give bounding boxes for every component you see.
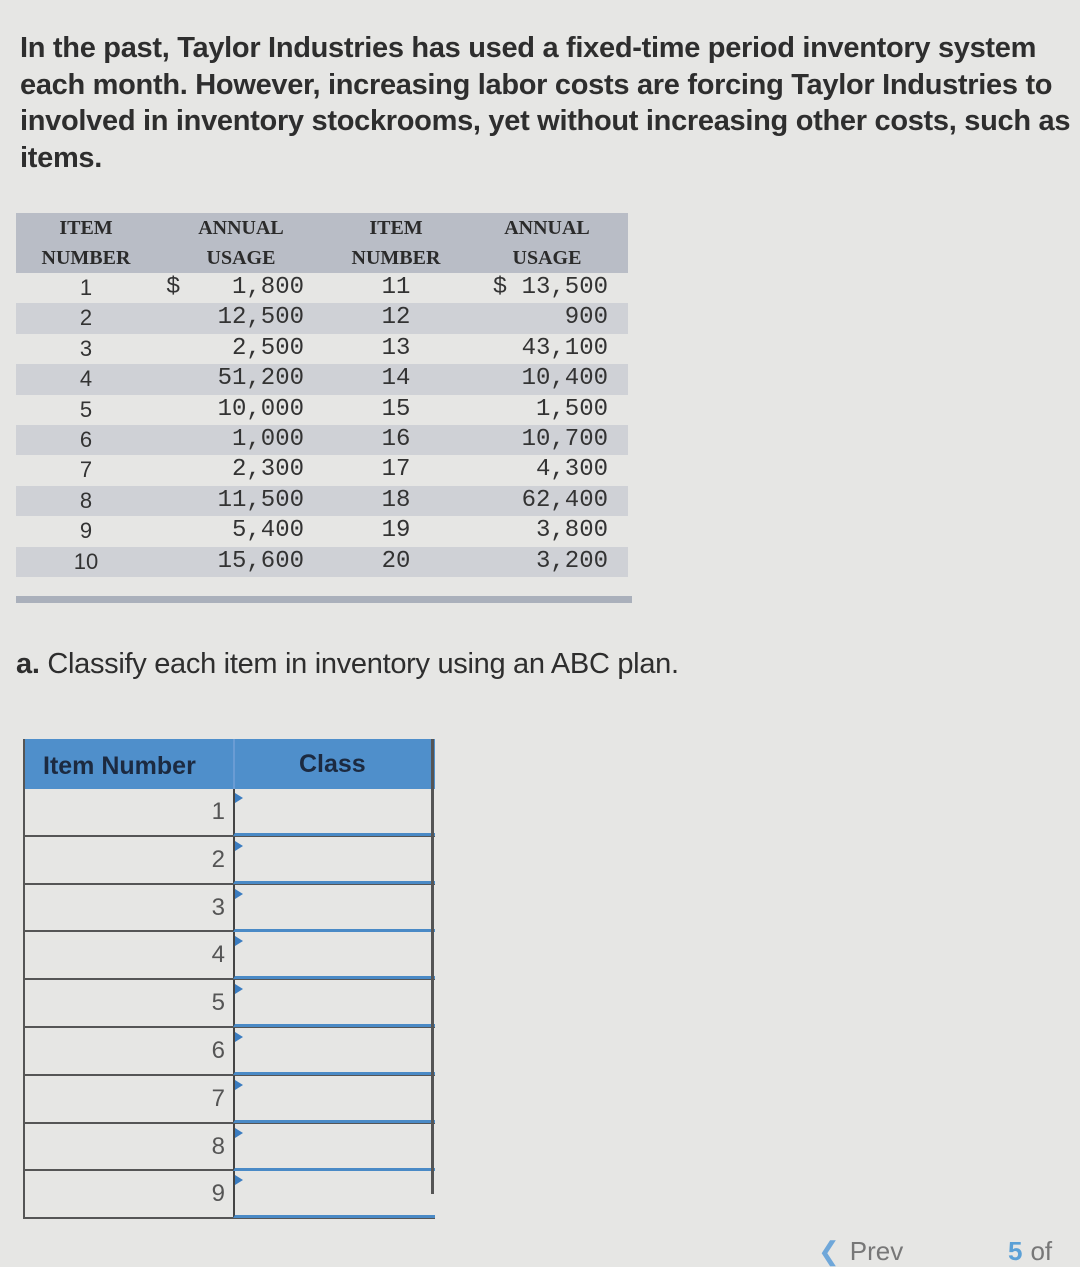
table-row — [16, 455, 628, 485]
item-number-cell: 17 — [381, 456, 411, 484]
page-indicator — [1008, 1236, 1052, 1267]
item-number-cell: 7 — [79, 457, 93, 483]
abc-classification-table — [23, 739, 435, 1219]
item-number-cell: 2 — [211, 845, 225, 873]
header-class: Class — [299, 750, 366, 778]
item-number-cell: 20 — [381, 547, 411, 575]
class-dropdown[interactable] — [233, 1076, 435, 1123]
header-text: USAGE — [206, 247, 276, 269]
class-input[interactable] — [235, 1124, 439, 1170]
header-text: ITEM — [59, 217, 113, 239]
item-number-cell: 6 — [211, 1036, 225, 1064]
item-number-cell: 2 — [79, 305, 93, 331]
annual-usage-cell: 4,300 — [535, 456, 608, 484]
header-item-number-2 — [336, 213, 456, 273]
annual-usage-cell: 10,700 — [521, 425, 608, 453]
annual-usage-cell: 10,400 — [521, 365, 608, 393]
class-input[interactable] — [235, 885, 439, 931]
prev-label: Prev — [849, 1236, 904, 1266]
class-input[interactable] — [235, 789, 439, 835]
item-number-cell: 13 — [381, 334, 411, 362]
header-item-number — [16, 213, 156, 273]
table-row — [16, 425, 628, 455]
intro-line: involved in inventory stockrooms, yet without increasing other costs, such as — [20, 105, 1071, 137]
question-text: Classify each item in inventory using an ABC plan. — [47, 648, 679, 680]
header-text: NUMBER — [41, 247, 131, 269]
header-text: NUMBER — [351, 247, 441, 269]
item-number-cell: 3 — [79, 335, 93, 361]
item-number-cell: 15 — [381, 395, 411, 423]
intro-line: In the past, Taylor Industries has used a fixed-time period inventory system — [20, 32, 1037, 64]
table-row — [16, 516, 628, 546]
class-dropdown[interactable] — [233, 885, 435, 932]
annual-usage-cell: $ 13,500 — [492, 274, 608, 301]
annual-usage-cell: 10,000 — [217, 395, 304, 423]
item-number-cell: 4 — [211, 941, 225, 969]
class-dropdown[interactable] — [233, 1124, 435, 1171]
item-number-cell: 5 — [211, 989, 225, 1017]
table-row — [16, 334, 628, 364]
item-number-cell: 19 — [381, 517, 411, 545]
item-number-cell: 1 — [211, 798, 225, 825]
table-row — [25, 1028, 435, 1076]
annual-usage-cell: 1,800 — [231, 274, 304, 301]
table-bottom-rule — [16, 596, 632, 603]
item-number-cell: 14 — [381, 365, 411, 393]
table-row — [16, 273, 628, 303]
annual-usage-cell: 15,600 — [217, 547, 304, 575]
item-number-cell: 1 — [79, 275, 93, 300]
table-row — [25, 885, 435, 933]
item-number-cell: 18 — [381, 486, 411, 514]
item-number-cell: 5 — [79, 396, 93, 422]
annual-usage-cell: 1,500 — [535, 395, 608, 423]
table-row — [16, 395, 628, 425]
table-row — [25, 1124, 435, 1172]
annual-usage-table-header — [16, 213, 628, 273]
annual-usage-cell: 2,500 — [231, 334, 304, 362]
abc-table-right-border — [431, 739, 434, 1194]
table-row — [25, 789, 435, 837]
chevron-left-icon: ❮ — [818, 1236, 840, 1266]
class-input[interactable] — [235, 932, 439, 978]
item-number-cell: 9 — [211, 1180, 225, 1208]
class-input[interactable] — [235, 837, 439, 883]
table-row — [16, 486, 628, 516]
class-dropdown[interactable] — [233, 1028, 435, 1075]
item-number-cell: 3 — [211, 893, 225, 921]
class-input[interactable] — [235, 1028, 439, 1074]
header-text: USAGE — [512, 247, 582, 269]
class-input[interactable] — [235, 1076, 439, 1122]
annual-usage-cell: 5,400 — [231, 517, 304, 545]
annual-usage-cell: 2,300 — [231, 456, 304, 484]
table-row — [25, 1171, 435, 1219]
header-annual-usage — [176, 213, 306, 273]
annual-usage-cell: 51,200 — [217, 365, 304, 393]
class-dropdown[interactable] — [233, 789, 435, 836]
class-input[interactable] — [235, 980, 439, 1026]
header-divider — [233, 739, 235, 789]
class-dropdown[interactable] — [233, 1171, 435, 1218]
question-prefix: a. — [16, 648, 40, 680]
annual-usage-cell: 43,100 — [521, 334, 608, 362]
class-dropdown[interactable] — [233, 980, 435, 1027]
page-of: of — [1030, 1236, 1053, 1266]
annual-usage-cell: 3,200 — [535, 547, 608, 575]
table-row — [25, 932, 435, 980]
table-row — [25, 837, 435, 885]
annual-usage-cell: 12,500 — [217, 304, 304, 332]
item-number-cell: 11 — [381, 274, 411, 301]
table-row — [25, 980, 435, 1028]
item-number-cell: 7 — [211, 1084, 225, 1112]
header-text: ITEM — [369, 217, 423, 239]
class-dropdown[interactable] — [233, 932, 435, 979]
dollar-sign: $ — [166, 274, 181, 301]
item-number-cell: 10 — [73, 548, 99, 574]
prev-button[interactable] — [818, 1236, 903, 1267]
intro-line: each month. However, increasing labor costs are forcing Taylor Industries to — [20, 68, 1053, 101]
item-number-cell: 8 — [79, 487, 93, 513]
annual-usage-table — [16, 213, 628, 577]
header-text: ANNUAL — [198, 217, 284, 239]
table-row — [16, 547, 628, 577]
table-row — [16, 364, 628, 394]
item-number-cell: 9 — [79, 518, 93, 544]
header-text: ANNUAL — [504, 217, 590, 239]
annual-usage-cell: 900 — [564, 304, 608, 332]
intro-paragraph — [20, 30, 1080, 176]
item-number-cell: 16 — [381, 425, 411, 453]
header-item-number: Item Number — [43, 752, 196, 780]
table-row — [16, 303, 628, 333]
table-row — [25, 1076, 435, 1124]
class-dropdown[interactable] — [233, 837, 435, 884]
header-annual-usage-2 — [486, 213, 608, 273]
class-input[interactable] — [235, 1171, 439, 1217]
item-number-cell: 12 — [381, 304, 411, 332]
item-number-cell: 8 — [211, 1132, 225, 1160]
annual-usage-cell: 1,000 — [231, 425, 304, 453]
annual-usage-cell: 3,800 — [535, 517, 608, 545]
page-current: 5 — [1008, 1236, 1023, 1266]
annual-usage-table-body — [16, 273, 628, 577]
question-a — [16, 648, 679, 681]
intro-line: items. — [20, 141, 103, 174]
abc-table-body — [25, 789, 435, 1219]
item-number-cell: 6 — [79, 426, 93, 452]
abc-table-header — [25, 739, 435, 789]
annual-usage-cell: 62,400 — [521, 486, 608, 514]
annual-usage-cell: 11,500 — [217, 486, 304, 514]
item-number-cell: 4 — [79, 366, 93, 392]
